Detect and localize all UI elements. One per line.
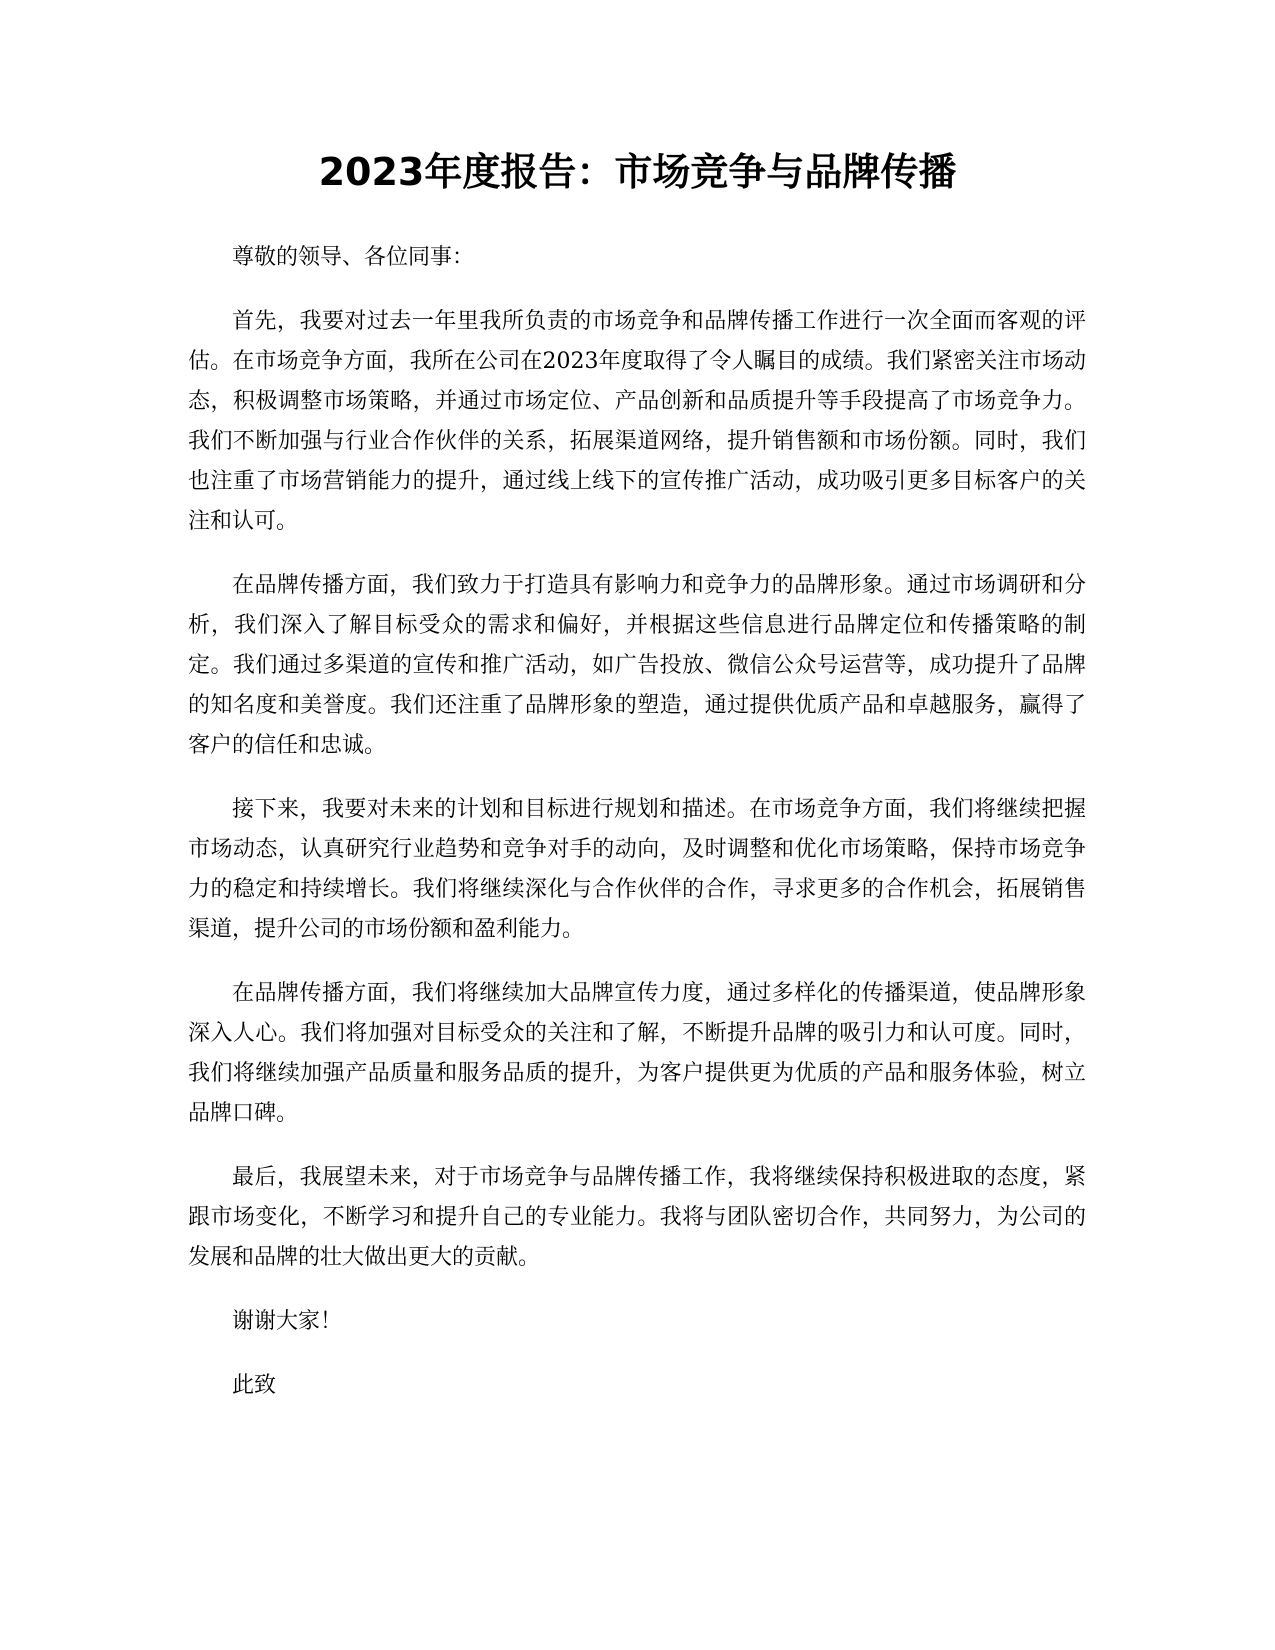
paragraph-plan-brand: 在品牌传播方面，我们将继续加大品牌宣传力度，通过多样化的传播渠道，使品牌形象深入人心。我们将加强对目标受众的关注和了解，不断提升品牌的吸引力和认可度。同时，我们将继续加强产品质量和服务品质的提升，为客户提供更为优质的产品和服务体验，树立品牌口碑。 — [188, 981, 1086, 1126]
paragraph-review-brand: 在品牌传播方面，我们致力于打造具有影响力和竞争力的品牌形象。通过市场调研和分析，我们深入了解目标受众的需求和偏好，并根据这些信息进行品牌定位和传播策略的制定。我们通过多渠道的宣传和推广活动，如广告投放、微信公众号运营等，成功提升了品牌的知名度和美誉度。我们还注重了品牌形象的塑造，通过提供优质产品和卓越服务，赢得了客户的信任和忠诚。 — [188, 573, 1086, 758]
paragraph-plan-market: 接下来，我要对未来的计划和目标进行规划和描述。在市场竞争方面，我们将继续把握市场动态，认真研究行业趋势和竞争对手的动向，及时调整和优化市场策略，保持市场竞争力的稳定和持续增长。我们将继续深化与合作伙伴的合作，寻求更多的合作机会，拓展销售渠道，提升公司的市场份额和盈利能力。 — [188, 797, 1086, 942]
greeting: 尊敬的领导、各位同事： — [232, 245, 475, 270]
paragraph-outlook: 最后，我展望未来，对于市场竞争与品牌传播工作，我将继续保持积极进取的态度，紧跟市场变化，不断学习和提升自己的专业能力。我将与团队密切合作，共同努力，为公司的发展和品牌的壮大做出更大的贡献。 — [188, 1165, 1086, 1270]
thanks-line: 谢谢大家！ — [232, 1309, 343, 1334]
page-title: 2023年度报告：市场竞争与品牌传播 — [318, 150, 957, 194]
closing-line: 此致 — [232, 1373, 277, 1398]
paragraph-review-market: 首先，我要对过去一年里我所负责的市场竞争和品牌传播工作进行一次全面而客观的评估。在市场竞争方面，我所在公司在2023年度取得了令人瞩目的成绩。我们紧密关注市场动态，积极调整市场策略，并通过市场定位、产品创新和品质提升等手段提高了市场竞争力。我们不断加强与行业合作伙伴的关系，拓展渠道网络，提升销售额和市场份额。同时，我们也注重了市场营销能力的提升，通过线上线下的宣传推广活动，成功吸引更多目标客户的关注和认可。 — [188, 309, 1086, 534]
document-body — [188, 238, 1086, 1430]
